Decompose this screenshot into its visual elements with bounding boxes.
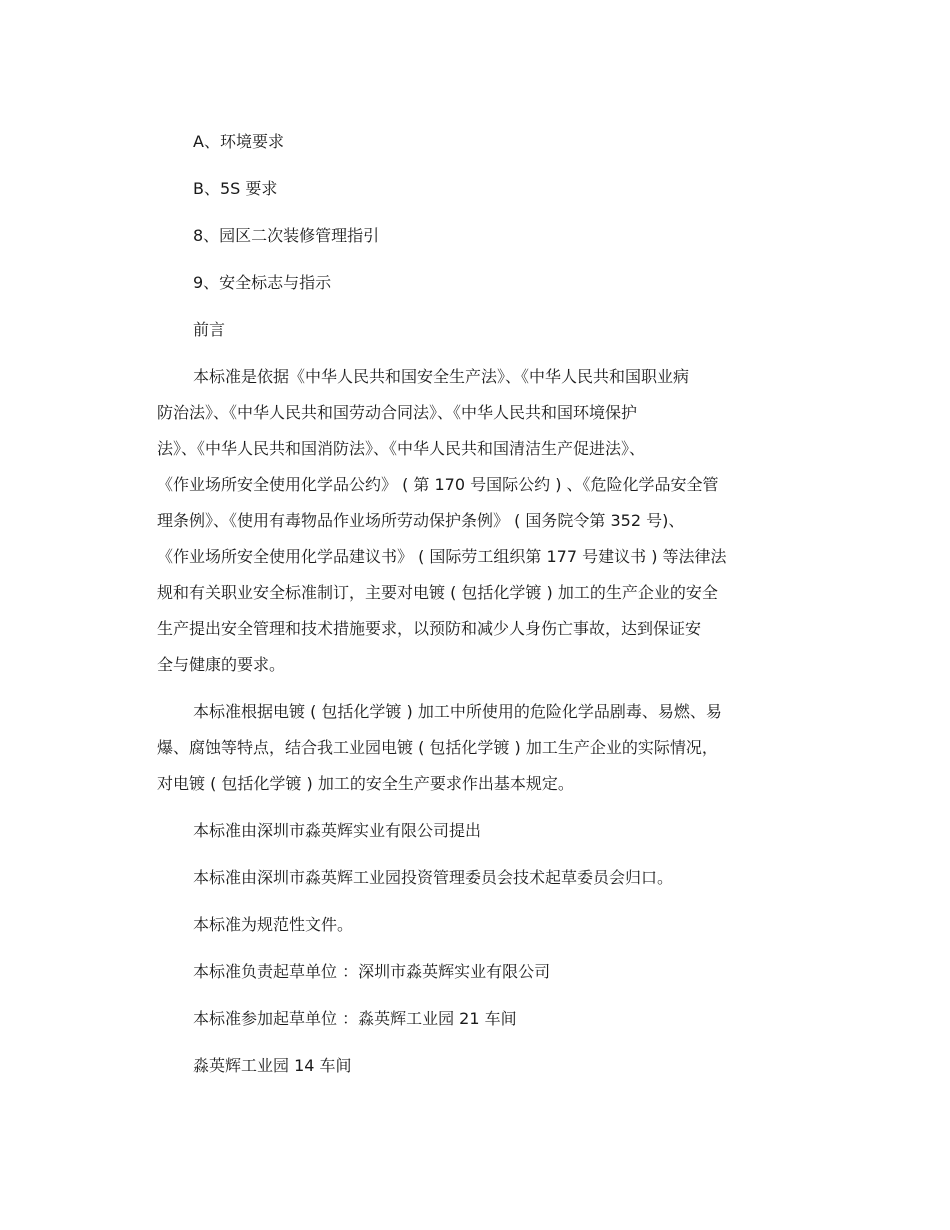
preface-paragraph-legal-basis [157,361,797,680]
paragraph-line: 法》、《中华人民共和国消防法》、《中华人民共和国清洁生产促进法》、 [157,439,646,458]
paragraph-line: 本标准是依据《中华人民共和国安全生产法》、《中华人民共和国职业病 [193,367,690,386]
statement-participating-drafter: 本标准参加起草单位 ：淼英辉工业园 21 车间 [193,1009,517,1028]
statement-lead-drafter: 本标准负责起草单位 ：深圳市淼英辉实业有限公司 [193,962,551,981]
statement-participating-drafter-2: 淼英辉工业园 14 车间 [193,1056,352,1075]
paragraph-line: 《作业场所安全使用化学品公约》 ( 第 170 号国际公约 ) 、《危险化学品安全管 [157,475,719,494]
paragraph-line: 理条例》、《使用有毒物品作业场所劳动保护条例》 ( 国务院令第 352 号)、 [157,511,685,530]
statement-centralized-by: 本标准由深圳市淼英辉工业园投资管理委员会技术起草委员会归口。 [193,868,674,887]
paragraph-line: 防治法》、《中华人民共和国劳动合同法》、《中华人民共和国环境保护 [157,403,638,422]
list-item-environment-requirements: A、环境要求 [193,132,284,151]
paragraph-line: 《作业场所安全使用化学品建议书》 ( 国际劳工组织第 177 号建议书 ) 等法律法 [157,547,727,566]
statement-proposed-by: 本标准由深圳市淼英辉实业有限公司提出 [193,821,482,840]
paragraph-line: 全与健康的要求。 [157,655,286,674]
paragraph-line: 本标准根据电镀 ( 包括化学镀 ) 加工中所使用的危险化学品剧毒、易燃、易 [193,702,722,721]
list-item-5s-requirements: B、5S 要求 [193,179,278,198]
paragraph-line: 规和有关职业安全标准制订，主要对电镀 ( 包括化学镀 ) 加工的生产企业的安全 [157,583,718,602]
document-body [157,126,797,1097]
statement-normative: 本标准为规范性文件。 [193,915,354,934]
paragraph-line: 爆、腐蚀等特点，结合我工业园电镀 ( 包括化学镀 ) 加工生产企业的实际情况， [157,738,718,757]
preface-paragraph-scope [157,696,797,799]
paragraph-line: 生产提出安全管理和技术措施要求，以预防和减少人身伤亡事故，达到保证安 [157,619,702,638]
paragraph-line: 对电镀 ( 包括化学镀 ) 加工的安全生产要求作出基本规定。 [157,774,574,793]
list-item-renovation-guide: 8、园区二次装修管理指引 [193,226,380,245]
section-heading-preface: 前言 [193,320,226,339]
list-item-safety-signs: 9、安全标志与指示 [193,273,332,292]
